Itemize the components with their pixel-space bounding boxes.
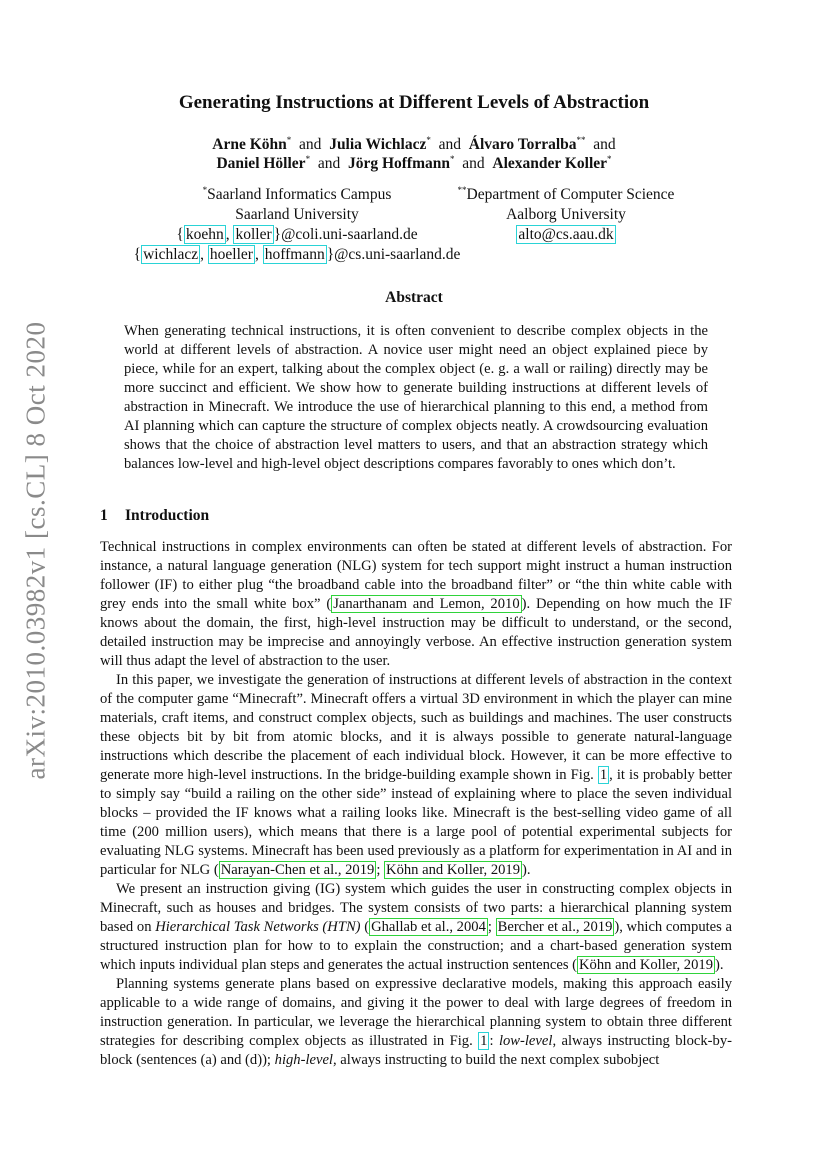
affiliation-email: { wichlacz , hoeller , hoffmann }@cs.uni-saarland.de [133,246,461,263]
author-mark: ** [576,135,586,145]
citation-link[interactable]: Köhn and Koller, 2019 [579,957,713,973]
emphasis: low-level [498,1033,553,1049]
author-mark: * [607,154,612,164]
email-link[interactable]: hoeller [209,246,253,263]
affiliation-mark: ** [457,185,467,195]
citation-link[interactable]: Janarthanam and Lemon, 2010 [333,596,520,612]
arxiv-identifier-text: arXiv:2010.03982v1 [cs.CL] 8 Oct 2020 [20,321,51,779]
author-conjunction: and [593,136,616,153]
paper-title: Generating Instructions at Different Levels of Abstraction [178,92,650,113]
author-mark: * [305,154,311,164]
affiliation-line: **Department of Computer Science [457,185,675,203]
citation-link[interactable]: Köhn and Koller, 2019 [386,862,521,878]
email-link[interactable]: wichlacz [143,246,199,263]
author-conjunction: and [299,136,322,153]
abstract-heading: Abstract [385,289,443,306]
author-conjunction: and [317,155,341,172]
email-link[interactable]: hoffmann [264,246,325,263]
author-conjunction: and [462,155,485,172]
author-line-1 [0,135,828,154]
arxiv-identifier [14,230,58,870]
author-mark: * [426,135,431,145]
paragraph: In this paper, we investigate the generation of instructions at different levels of abstraction in the context of the computer game “Minecraft”. Minecraft offers a virtual 3D environment in which the player can mine materials, craft items, and construct complex objects, such as buildings and machines. The user constructs these objects bit by bit from atomic blocks, and it is always possible to generate natural-language instructions which describe the placement of each individual block. However, it can be more effective to generate more high-level instructions. In the bridge-building example shown in Fig. 1 , it is probably better to simply say “build a railing on the other side” instead of explaining where to place the seven individual blocks – provided the IF knows what a railing looks like. Minecraft is the best-selling video game of all time (200 million users), which means that there is a large pool of potential experimental subjects for evaluating NLG systems. Minecraft has been used previously as a platform for experimentation in AI and in particular for NLG ( Narayan-Chen et al., 2019 ; Köhn and Koller, 2019 ). [100,672,732,878]
citation-link[interactable]: Ghallab et al., 2004 [371,919,486,935]
paragraph: We present an instruction giving (IG) system which guides the user in constructing complex objects in Minecraft, such as houses and bridges. The system consists of two parts: a hierarchical planning system based on Hierarchical Task Networks (HTN) ( Ghallab et al., 2004 ; Bercher et al., 2019 ), which computes a structured instruction plan for how to to explain the construction; and a chart-based generation system which inputs individual plan steps and generates the actual instruction sentences ( Köhn and Koller, 2019 ). [100,881,732,973]
author-name: Julia Wichlacz [329,136,427,153]
author-name: Arne Köhn [212,136,287,153]
citation-link[interactable]: Narayan-Chen et al., 2019 [220,862,375,878]
author-name: Alexander Koller [492,155,608,172]
abstract-text: When generating technical instructions, it is often convenient to describe complex objects in the world at different levels of abstraction. A novice user might need an object explained piece by piece, while for an expert, talking about the complex object (e. g. a wall or railing) directly may be more succinct and efficient. We show how to generate building instructions at different levels of abstraction in Minecraft. We introduce the use of hierarchical planning to this end, a method from AI planning which can capture the structure of complex objects neatly. A crowdsourcing evaluation shows that the choice of abstraction level matters to users, and that an abstraction strategy which balances low-level and high-level object descriptions compares favorably to ones which don’t. [124,323,708,472]
affiliation-email [436,225,696,245]
email-link[interactable]: alto@cs.aau.dk [518,226,614,243]
affiliation-line: Saarland University [235,206,359,223]
author-conjunction: and [438,136,461,153]
author-mark: * [286,135,292,145]
paragraph: Technical instructions in complex environments can often be stated at different levels of abstraction. For instance, a natural language generation (NLG) system for tech support might instruct a human instruction follower (IF) to either plug “the broadband cable into the broadband filter” or “the thin white cable with grey ends into the small white box” ( Janarthanam and Lemon, 2010 ). Depending on how much the IF knows about the domain, the first, high-level instruction may be difficult to understand, or the second, detailed instruction may be imprecise and annoyingly verbose. An effective instruction generation system will thus adapt the level of abstraction to the user. [100,539,733,669]
author-name: Daniel Höller [216,155,306,172]
emphasis: high-level [274,1052,333,1068]
author-name: Álvaro Torralba [468,136,577,153]
body-text [100,538,732,1070]
citation-link[interactable]: Bercher et al., 2019 [497,919,613,935]
section-number: 1 [100,507,108,524]
affiliation-line: Aalborg University [506,206,626,223]
author-name: Jörg Hoffmann [347,155,450,172]
affiliation-mark: * [202,185,208,195]
email-link[interactable]: koller [235,226,272,243]
section-title: Introduction [125,507,210,524]
author-line-2 [0,154,828,173]
section-heading [100,507,209,525]
email-link[interactable]: koehn [185,226,224,243]
figure-ref-link[interactable]: 1 [480,1033,488,1049]
affiliation-email: { koehn , koller }@coli.uni-saarland.de [176,226,418,243]
figure-ref-link[interactable]: 1 [599,767,608,783]
affiliation-line: *Saarland Informatics Campus [202,185,392,203]
author-mark: * [450,154,455,164]
paragraph: Planning systems generate plans based on expressive declarative models, making this approach easily applicable to a wide range of domains, and giving it the power to deal with large degrees of freedom in instruction generation. In particular, we leverage the hierarchical planning system to obtain three different strategies for describing complex objects as illustrated in Fig. 1 : low-level, always instructing block-by-block (sentences (a) and (d)); high-level, always instructing to build the next complex subobject [100,976,732,1068]
affiliation-right [436,180,696,245]
emphasis: Hierarchical Task Networks (HTN) [155,919,361,935]
